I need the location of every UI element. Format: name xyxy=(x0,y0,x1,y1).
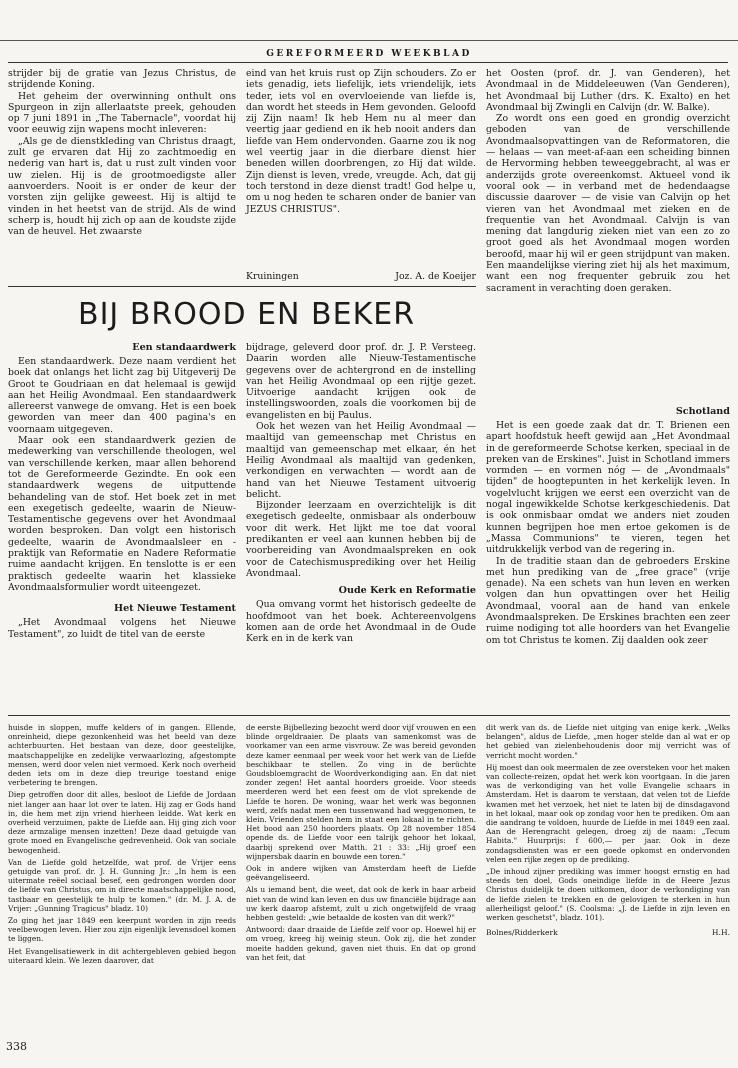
section-heading: Het Nieuwe Testament xyxy=(114,603,236,615)
top-column-3 xyxy=(486,68,730,294)
signature-place: Kruiningen xyxy=(246,271,299,282)
paragraph: strijder bij de gratie van Jezus Christus, de strijdende Koning. xyxy=(8,68,236,91)
paragraph: Qua omvang vormt het historisch gedeelte de hoofdmoot van het boek. Achtereenvolgens komen aan de orde het Avondmaal in de Oude Kerk en in de kerk van xyxy=(246,599,476,645)
bottom-column-2 xyxy=(246,723,476,965)
article-column-2 xyxy=(246,342,476,644)
section-heading: Oude Kerk en Reformatie xyxy=(338,585,476,597)
masthead: GEREFORMEERD WEEKBLAD xyxy=(266,49,472,59)
masthead-rule xyxy=(8,62,728,63)
article-title: BIJ BROOD EN BEKER xyxy=(78,297,416,332)
paragraph: het Oosten (prof. dr. J. van Genderen), het Avondmaal in de Middeleeuwen (Van Genderen), het Avondmaal bij Luther (drs. K. Exalto) en het Avondmaal bij Zwingli en Calvijn (dr. W. Balke). xyxy=(486,68,730,113)
signature xyxy=(246,271,476,282)
paragraph: In de traditie staan dan de gebroeders Erskine met hun prediking van de „free grace" (vrije genade). Na een schets van hun leven en werken volgen dan hun opvattingen over het Heilig Avondmaal, vooral aan de hand van enkele Avondmaalspreken. De Erskines brachten een zeer ruime nodiging tot alle hoorders van het Evangelie om tot Christus te komen. Zij daalden ook zeer xyxy=(486,555,730,646)
signature-place: Bolnes/Ridderkerk xyxy=(486,928,558,938)
paragraph: huisde in sloppen, muffe kelders of in gangen. Ellende, onreinheid, diepe gezonkenheid was het beeld van deze achterbuurten. Het bestaan van deze, door geestelijke, maatschappelijke en zedelijke verwaarlozing, afgestompte mensen, werd door velen niet vermoed. Kerk noch overheid deden iets om in deze diep treurige toestand enige verbetering te brengen. xyxy=(8,723,236,788)
signature-author: Joz. A. de Koeijer xyxy=(395,271,476,282)
paragraph: eind van het kruis rust op Zijn schouders. Zo er iets genadig, iets liefelijk, iets vriendelijk, iets teder, iets vol en overvloeiende van liefde is, dan wordt het steeds in Hem gevonden. Geloofd zij Zijn naam! Ik heb Hem nu al meer dan veertig jaar gediend en ik heb nooit anders dan liefde van Hem ondervonden. Gaarne zou ik nog wel veertig jaar in die dierbare dienst hier beneden willen doorbrengen, zo Hij dat wilde. Zijn dienst is leven, vrede, vreugde. Ach, dat gij toch terstond in deze dienst tradt! God helpe u, om u nog heden te scharen onder de banier van JEZUS CHRISTUS". xyxy=(246,68,476,215)
article-column-3 xyxy=(486,400,730,646)
section-heading: Een standaardwerk xyxy=(132,342,236,353)
top-column-1 xyxy=(8,68,236,237)
bottom-column-1 xyxy=(8,723,236,968)
paragraph: de eerste Bijbellezing bezocht werd door vijf vrouwen en een blinde orgeldraaier. De plaats van samenkomst was de voorkamer van een arme visvrouw. Ze was bereid gevonden deze kamer eenmaal per week voor het werk van de Liefde beschikbaar te stellen. Zo ving in de berüchte Goudsbloemgracht de Woordverkondiging aan. En dat niet zonder zegen! Het aantal hoorders groeide. Voor steeds meerderen werd het een feest om de vlot sprekende de Liefde te horen. De woning, waar het werk was begonnen werd, zelfs nadat men een tussenwand had weggenomen, te klein. Vrienden stelden hem in staat een lokaal in te richten. Het bood aan 250 hoorders plaats. Op 28 november 1854 opende ds. de Liefde voor een talrijk gehoor het lokaal, daarbij sprekend over Matth. 21 : 33: „Hij groef een wijnpersbak daarin en bouwde een toren." xyxy=(246,723,476,861)
paragraph: bijdrage, geleverd door prof. dr. J. P. Versteeg. Daarin worden alle Nieuw-Testamentische gegevens over de achtergrond en de instelling van het Heilig Avondmaal op een rijtje gezet. Uitvoerige aandacht krijgen ook de instellingswoorden, zoals die voorkomen bij de evangelisten en bij Paulus. xyxy=(246,342,476,421)
paragraph: Het is een goede zaak dat dr. T. Brienen een apart hoofdstuk heeft gewijd aan „Het Avondmaal in de gereformeerde Schotse kerken, speciaal in de preken van de Erskines". Juist in Schotland immers vormden — en vormen nóg — de „Avondmaals" tijden" de hoogtepunten in het kerkelijk leven. In vogelvlucht krijgen we eerst een overzicht van de nogal ingewikkelde Schotse kerkgeschiedenis. Dat is ook onmisbaar omdat we anders niet zouden kunnen begrijpen hoe men ertoe gekomen is de „Massa Communions" te vieren, tegen het uitdrukkelijk verbod van de regering in. xyxy=(486,420,730,556)
section-rule xyxy=(8,286,476,287)
paragraph: Bijzonder leerzaam en overzichtelijk is dit exegetisch gedeelte, onmisbaar als onderbouw voor dit werk. Het lijkt me toe dat vooral predikanten er veel aan kunnen hebben bij de voorbereiding van Avondmaalspreken en ook voor de Catechismusprediking over het Heilig Avondmaal. xyxy=(246,500,476,579)
paragraph: „De inhoud zijner prediking was immer hoogst ernstig en had steeds ten doel, Gods oneindige liefde in de Heere Jezus Christus duidelijk te doen uitkomen, door de verkondiging van de liefde zielen te trekken en de gelovigen te sterken in hun allerheiligst geloof." (S. Coolsma: „J. de Liefde in zijn leven en werken geschetst", bladz. 101). xyxy=(486,867,730,923)
paragraph: Maar ook een standaardwerk gezien de medewerking van verschillende theologen, wel van verschillende kerken, maar allen behorend tot de Gereformeerde Gezindte. En ook een standaardwerk wegens de uitputtende behandeling van de stof. Het boek zet in met een exegetisch gedeelte, waarin de Nieuw-Testamentische gegevens over het Avondmaal worden besproken. Dan volgt een historisch gedeelte, waarin de Avondmaalsleer en -praktijk van Reformatie en Nadere Reformatie ruime aandacht krijgen. En tenslotte is er een praktisch gedeelte waarin het klassieke Avondmaalsformulier wordt uiteengezet. xyxy=(8,435,236,593)
signature xyxy=(486,928,730,937)
bottom-section-rule xyxy=(8,715,730,716)
paragraph: Als u iemand bent, die weet, dat ook de kerk in haar arbeid niet van de wind kan leven en dus uw financiële bijdrage aan uw kerk daarop afstemt, zult u zich ongetwijfeld de vraag hebben gesteld: „wie betaalde de kosten van dit werk?" xyxy=(246,885,476,923)
paragraph: Een standaardwerk. Deze naam verdient het boek dat onlangs het licht zag bij Uitgeverij De Groot te Goudriaan en dat helemaal is gewijd aan het Heilig Avondmaal. Een standaardwerk allereerst vanwege de omvang. Het is een boek geworden van meer dan 400 pagina's en voornaam uitgegeven. xyxy=(8,356,236,435)
top-column-2 xyxy=(246,68,476,215)
section-heading: Schotland xyxy=(675,406,730,417)
paragraph: Het Evangelisatiewerk in dit achtergebleven gebied begon uiteraard klein. We lezen daarover, dat xyxy=(8,946,236,965)
paragraph: „Als ge de dienstkleding van Christus draagt, zult ge ervaren dat Hij zo zachtmoedig en nederig van hart is, dat u rust zult vinden voor uw zielen. Hij is de grootmoedigste aller aanvoerders. Nooit is er onder de keur der vorsten zijn gelijke geweest. Hij is altijd te vinden in het heetst van de strijd. Als de wind scherp is, houdt hij zich op aan de koudste zijde van de heuvel. Het zwaarste xyxy=(8,135,236,238)
paragraph: Diep getroffen door dit alles, besloot de Liefde de Jordaan niet langer aan haar lot over te laten. Hij zag er Gods hand in, die hem met zijn vriend hierheen leidde. Wat kerk en overheid verzuimen, pakte de Liefde aan. Hij ging zich voor deze armzalige mensen inzetten! Deze daad getuigde van grote moed en Evangelische gedrevenheid. Ook van sociale bewogenheid. xyxy=(8,790,236,855)
top-rule xyxy=(0,40,738,41)
bottom-column-3 xyxy=(486,723,730,937)
page-number: 338 xyxy=(6,1040,27,1053)
signature-author: H.H. xyxy=(711,928,730,938)
paragraph: Zo wordt ons een goed en grondig overzicht geboden van de verschillende Avondmaalsopvattingen van de Reformatoren, die — helaas — van meet-af-aan een scheiding binnen de Hervorming hebben teweeggebracht, al was er anderzijds grote overeenkomst. Aktueel vond ik vooral ook — in verband met de hedendaagse discussie daarover — de visie van Calvijn op het vieren van het Avondmaal met zieken en de frequentie van het Avondmaal. Calvijn is van mening dat langdurig zieken niet van een zo zo groot goed als het Avondmaal mogen worden beroofd, maar hij wil er geen strijdpunt van maken. Een maandelijkse viering ziet hij als het maximum, want een nog frequenter gebruik zou het sacrament in verachting doen geraken. xyxy=(486,113,730,294)
paragraph: Het geheim der overwinning onthult ons Spurgeon in zijn allerlaatste preek, gehouden op 7 juni 1891 in „The Tabernacle", voordat hij voor eeuwig zijn wapens mocht inleveren: xyxy=(8,90,236,136)
paragraph: Ook het wezen van het Heilig Avondmaal — maaltijd van gemeenschap met Christus en maaltijd van gemeenschap met elkaar, én het Heilig Avondmaal als maaltijd van gedenken, verkondigen en verwachten — wordt aan de hand van het Nieuwe Testament uitvoerig belicht. xyxy=(246,421,476,500)
paragraph: Antwoord: daar draaide de Liefde zelf voor op. Hoewel hij er om vroeg, kreeg hij weinig steun. Ook zij, die het zonder moeite hadden gekund, gaven niet thuis. En dat op grond van het feit, dat xyxy=(246,925,476,962)
paragraph: dit werk van ds. de Liefde niet uitging van enige kerk. „Welks belangen", aldus de Liefde, „men hoger stelde dan al wat er op het gebied van zielenbehoudenis door mij verricht was of verricht mocht worden." xyxy=(486,723,730,760)
paragraph: „Het Avondmaal volgens het Nieuwe Testament", zo luidt de titel van de eerste xyxy=(8,617,236,640)
paragraph: Zo ging het jaar 1849 een keerpunt worden in zijn reeds veelbewogen leven. Hier zou zijn eigenlijk levensdoel komen te liggen. xyxy=(8,916,236,944)
paragraph: Van de Liefde gold hetzelfde, wat prof. de Vrijer eens getuigde van prof. dr. J. H. Gunning Jr.: „In hem is een uitermate reëel sociaal besef, een gedrongen worden door de liefde van Christus, om in directe maatschappelijke nood, tastbaar en geestelijk te hulp te komen." (dr. M. J. A. de Vrijer: „Gunning Tragicus" bladz. 10) xyxy=(8,857,236,913)
article-column-1 xyxy=(8,336,236,640)
paragraph: Ook in andere wijken van Amsterdam heeft de Liefde geëvangeliseerd. xyxy=(246,864,476,883)
paragraph: Hij moest dan ook meermalen de zee oversteken voor het maken van collecte-reizen, opdat het werk kon voortgaan. In die jaren was de verkondiging van het volle Evangelie schaars in Amsterdam. Het is daarom te verstaan, dat velen tot de Liefde kwamen met het verzoek, het niet te laten bij de dinsdagavond in het lokaal, maar ook op zondag voor hen te prediken. Om aan die aandrang te voldoen, huurde de Liefde in mei 1849 een zaal. Aan de Herengracht gelegen, droeg zij de naam: „Tecum Habita." Huurprijs: f 600,— per jaar. Ook in deze zondagsdiensten was er een goede opkomst en ondervonden velen een rijke zegen op de prediking. xyxy=(486,762,730,864)
